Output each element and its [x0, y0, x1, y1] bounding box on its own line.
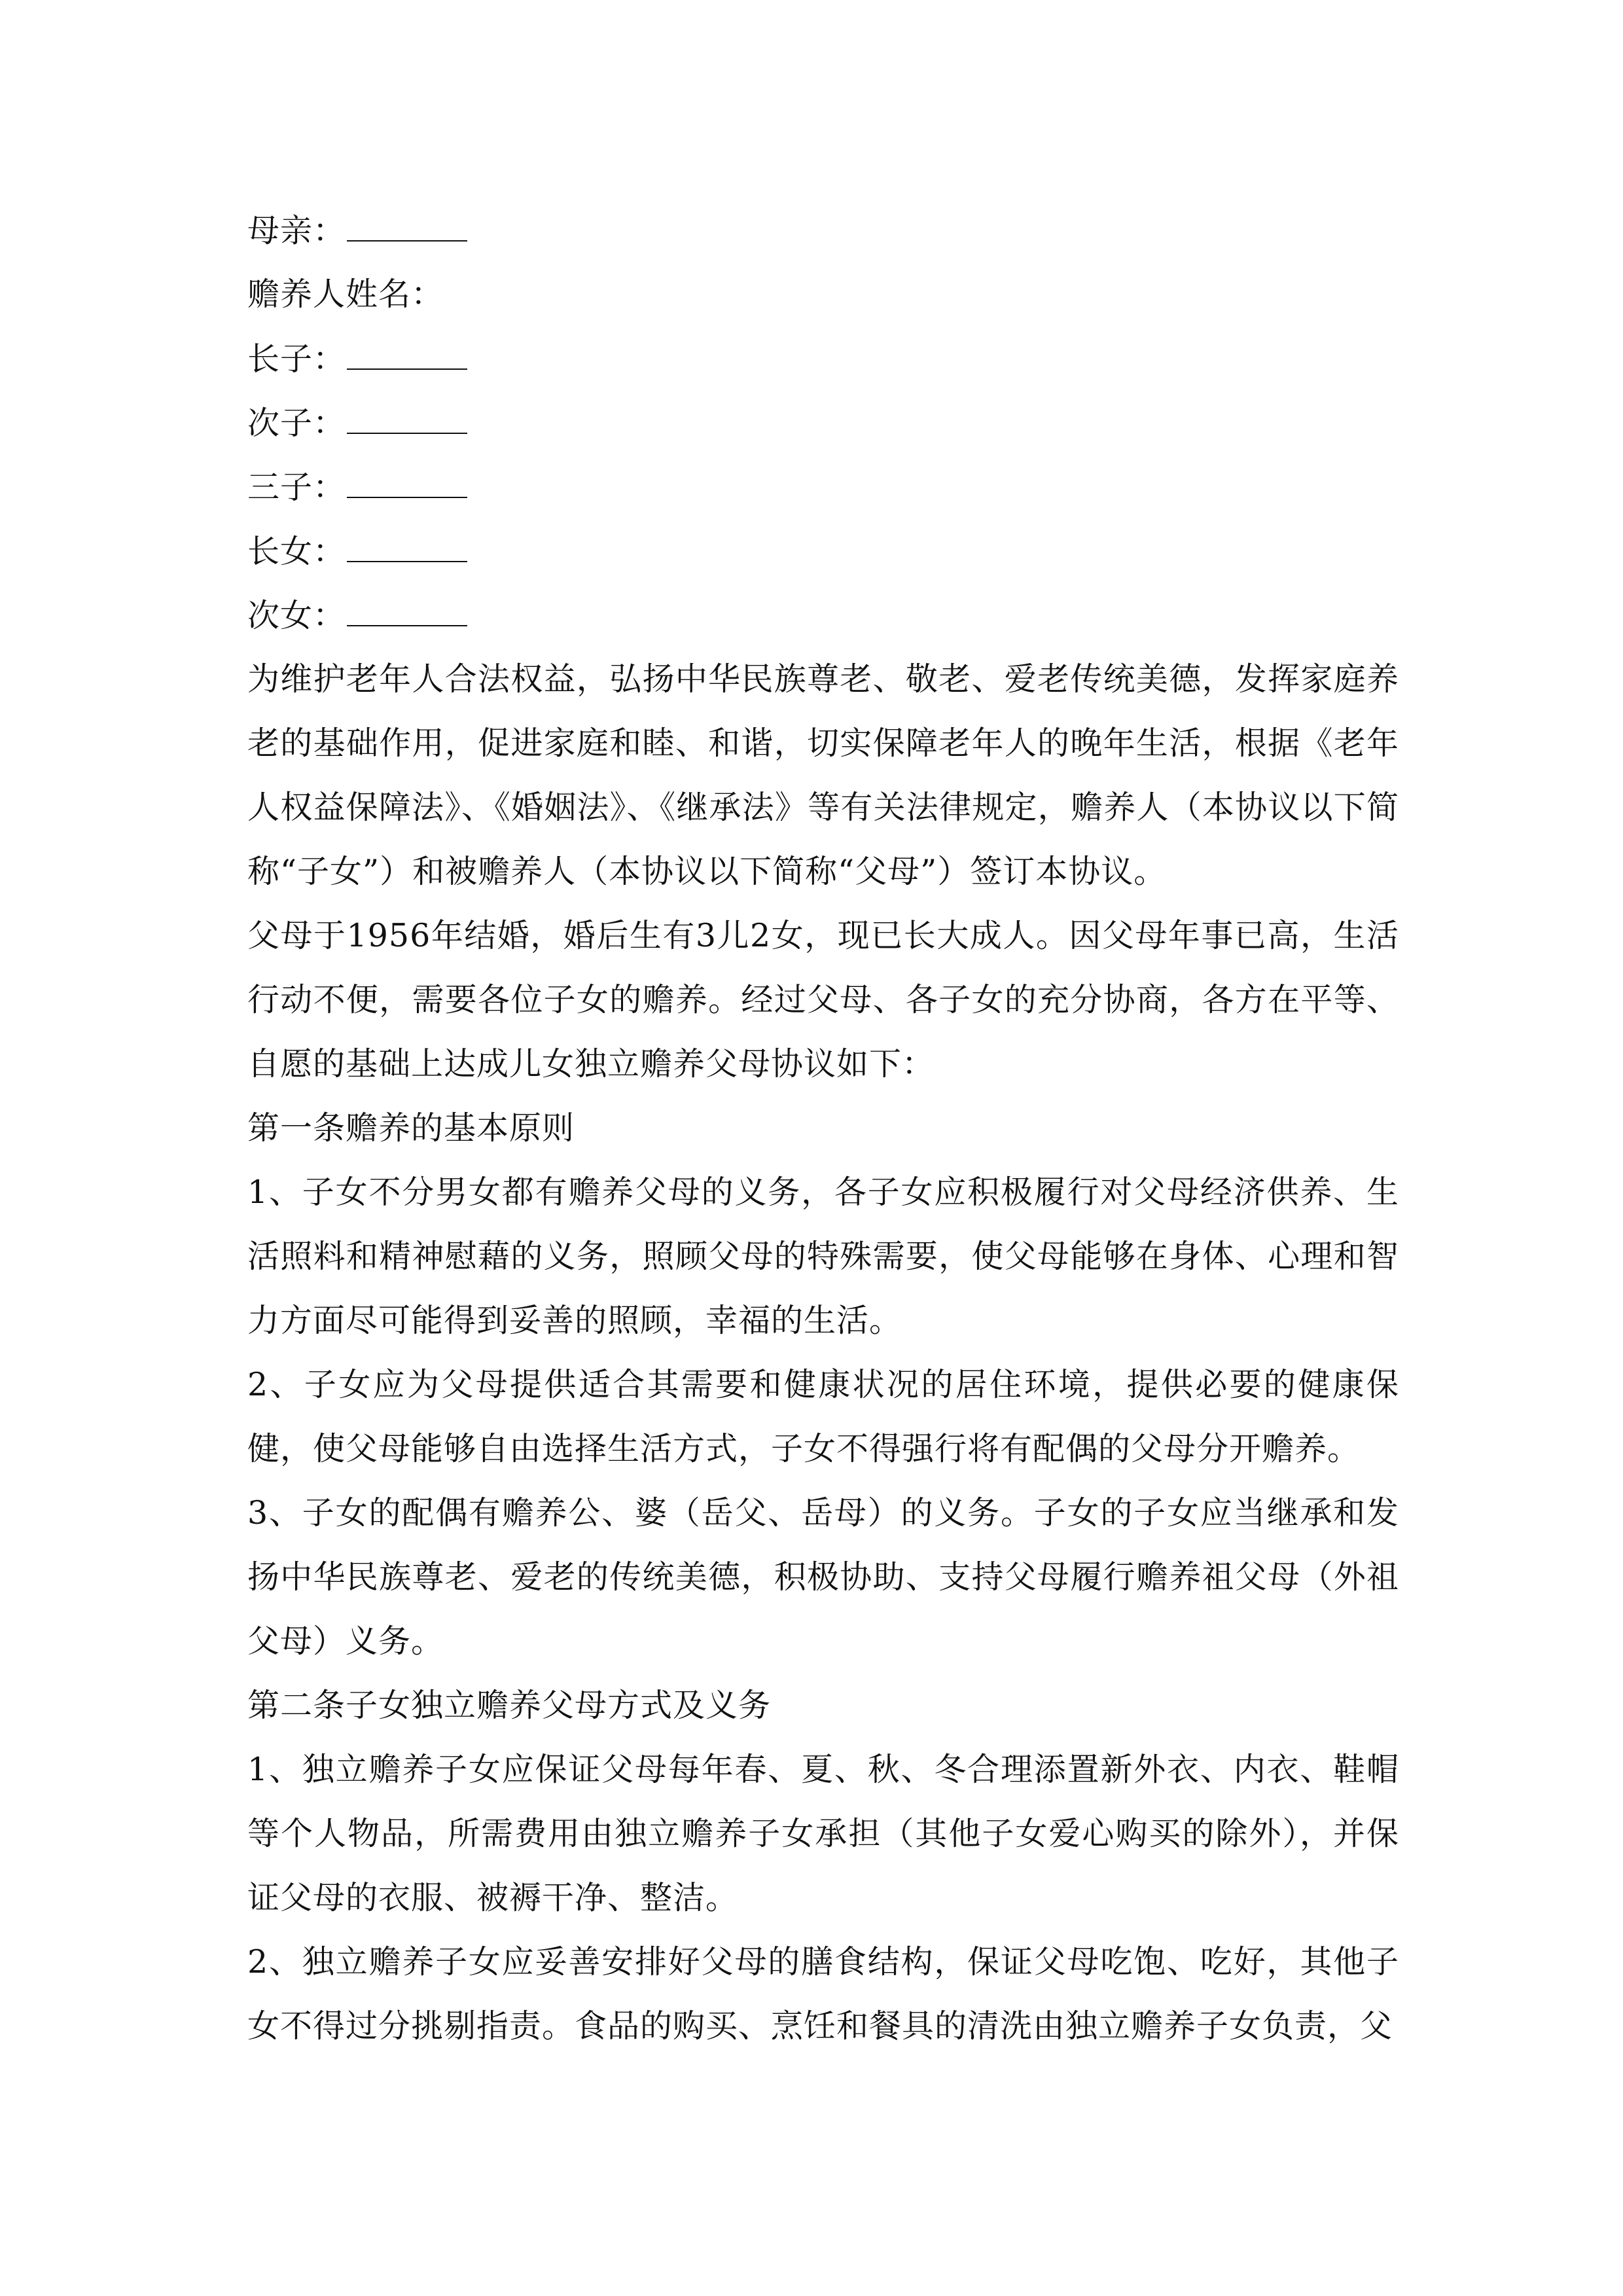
field-label: 长女： — [247, 533, 346, 570]
fill-in-blank[interactable] — [347, 198, 467, 242]
field-label: 次女： — [247, 597, 346, 634]
article-1-clause-2: 2、子女应为父母提供适合其需要和健康状况的居住环境，提供必要的健康保健，使父母能够自由选择生活方式，子女不得强行将有配偶的父母分开赡养。 — [247, 1366, 1399, 1467]
field-label: 赡养人姓名： — [247, 276, 444, 313]
field-supporters-heading — [247, 262, 1399, 327]
document-content — [247, 198, 1399, 2058]
field-mother — [247, 198, 1399, 262]
field-second-daughter — [247, 583, 1399, 647]
fill-in-blank[interactable] — [347, 455, 467, 498]
fill-in-blank[interactable] — [347, 391, 467, 434]
article-2-clause-1: 1、独立赡养子女应保证父母每年春、夏、秋、冬合理添置新外衣、内衣、鞋帽等个人物品，所需费用由独立赡养子女承担（其他子女爱心购买的除外），并保证父母的衣服、被褥干净、整洁。 — [247, 1751, 1399, 1916]
article-1-heading: 第一条赡养的基本原则 — [247, 1109, 575, 1147]
fill-in-blank[interactable] — [347, 583, 467, 626]
field-label: 三子： — [247, 469, 346, 506]
party-fields — [247, 198, 1399, 647]
agreement-body — [247, 647, 1399, 2058]
article-2-clause-2: 2、独立赡养子女应妥善安排好父母的膳食结构，保证父母吃饱、吃好，其他子女不得过分挑剔指责。食品的购买、烹饪和餐具的清洗由独立赡养子女负责，父 — [247, 1943, 1399, 2045]
field-second-son — [247, 391, 1399, 455]
field-eldest-son — [247, 327, 1399, 391]
fill-in-blank[interactable] — [347, 327, 467, 370]
article-1-clause-1: 1、子女不分男女都有赡养父母的义务，各子女应积极履行对父母经济供养、生活照料和精神慰藉的义务，照顾父母的特殊需要，使父母能够在身体、心理和智力方面尽可能得到妥善的照顾，幸福的生活。 — [247, 1174, 1399, 1339]
article-2-heading: 第二条子女独立赡养父母方式及义务 — [247, 1687, 772, 1724]
field-label: 次子： — [247, 404, 346, 442]
fill-in-blank[interactable] — [347, 519, 467, 562]
field-label: 长子： — [247, 340, 346, 378]
article-1-clause-3: 3、子女的配偶有赡养公、婆（岳父、岳母）的义务。子女的子女应当继承和发扬中华民族尊老、爱老的传统美德，积极协助、支持父母履行赡养祖父母（外祖父母）义务。 — [247, 1494, 1399, 1660]
field-eldest-daughter — [247, 519, 1399, 583]
field-third-son — [247, 455, 1399, 519]
background-paragraph: 父母于1956年结婚，婚后生有3儿2女，现已长大成人。因父母年事已高，生活行动不便，需要各位子女的赡养。经过父母、各子女的充分协商，各方在平等、自愿的基础上达成儿女独立赡养父母协议如下： — [247, 917, 1399, 1083]
preamble-paragraph: 为维护老年人合法权益，弘扬中华民族尊老、敬老、爱老传统美德，发挥家庭养老的基础作用，促进家庭和睦、和谐，切实保障老年人的晚年生活，根据《老年人权益保障法》、《婚姻法》、《继承法》等有关法律规定，赡养人（本协议以下简称“子女”）和被赡养人（本协议以下简称“父母”）签订本协议。 — [247, 660, 1399, 890]
field-label: 母亲： — [247, 212, 346, 249]
